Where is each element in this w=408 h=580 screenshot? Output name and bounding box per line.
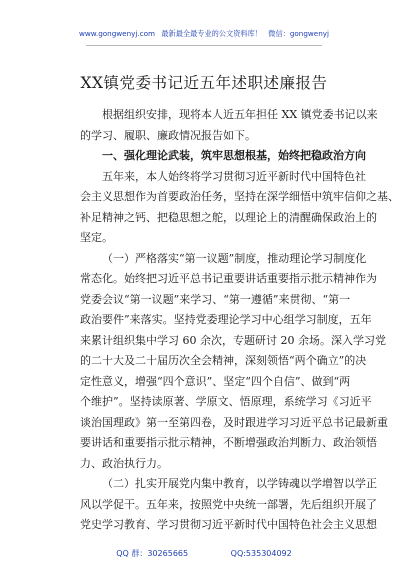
- paragraph-line: 党委会议“第一议题”来学习、“第一遵循”来贯彻、“第一: [80, 292, 351, 306]
- paragraph-line: 的学习、履职、廉政情况报告如下。: [80, 128, 256, 142]
- header-divider: [86, 45, 322, 46]
- paragraph-line: 政治要件”来落实。坚持党委理论学习中心组学习制度，五年: [80, 313, 372, 326]
- paragraph-line: 力、政治执行力。: [80, 456, 168, 470]
- document-title: XX镇党委书记近五年述职述廉报告: [80, 74, 328, 92]
- header-slogan: 最新最全最专业的公文资料库！: [161, 29, 262, 38]
- paragraph-line: 五年来，本人始终将学习贯彻习近平新时代中国特色社: [102, 169, 366, 183]
- section-heading-line: 一、强化理论武装，筑牢思想根基，始终把稳政治方向: [102, 149, 366, 162]
- footer-qq-group: QQ 群：30265665: [116, 549, 189, 558]
- paragraph-line: 定性意义，增强“四个意识”、坚定“四个自信”、做到“两: [80, 374, 351, 388]
- footer-contact: [0, 548, 408, 559]
- paragraph-line: 补足精神之钙、把稳思想之舵，以理论上的清醒确保政治上的: [80, 210, 377, 224]
- document-body: [80, 105, 399, 536]
- paragraph-line: 的二十大及二十届历次全会精神，深刻领悟“两个确立”的决: [80, 354, 367, 367]
- paragraph-line: 根据组织安排，现将本人近五年担任 XX 镇党委书记以来: [102, 108, 378, 121]
- header-banner: [0, 29, 408, 39]
- header-wechat: 微信：gongwenyj: [268, 29, 330, 38]
- paragraph-line: （一）严格落实“第一议题”制度，推动理论学习制度化: [102, 251, 367, 265]
- paragraph-line: 个维护”。坚持读原著、学原文、悟原理，系统学习《习近平: [80, 395, 372, 408]
- header-site-link[interactable]: www.gongwenyj.com: [78, 29, 156, 38]
- paragraph-line: 常态化。始终把习近平总书记重要讲话重要指示批示精神作为: [80, 272, 377, 285]
- paragraph-line: 要讲话和重要指示批示精神，不断增强政治判断力、政治领悟: [80, 436, 377, 449]
- paragraph-line: 风以学促干。五年来，按照党中央统一部署，先后组织开展了: [80, 497, 377, 511]
- paragraph-line: （二）扎实开展党内集中教育，以学铸魂以学增智以学正: [102, 477, 377, 490]
- paragraph-line: 谈治国理政》第一至第四卷，及时跟进学习习近平总书记最新重: [80, 415, 388, 429]
- paragraph-line: 党史学习教育、学习贯彻习近平新时代中国特色社会主义思想: [80, 518, 377, 531]
- paragraph-line: 坚定。: [80, 231, 113, 244]
- footer-qq: QQ:535304092: [230, 549, 292, 558]
- paragraph-line: 来累计组织集中学习 60 余次，专题研讨 20 余场。深入学习党: [80, 333, 386, 347]
- paragraph-line: 会主义思想作为首要政治任务，坚持在深学细悟中筑牢信仰之基、: [80, 190, 399, 203]
